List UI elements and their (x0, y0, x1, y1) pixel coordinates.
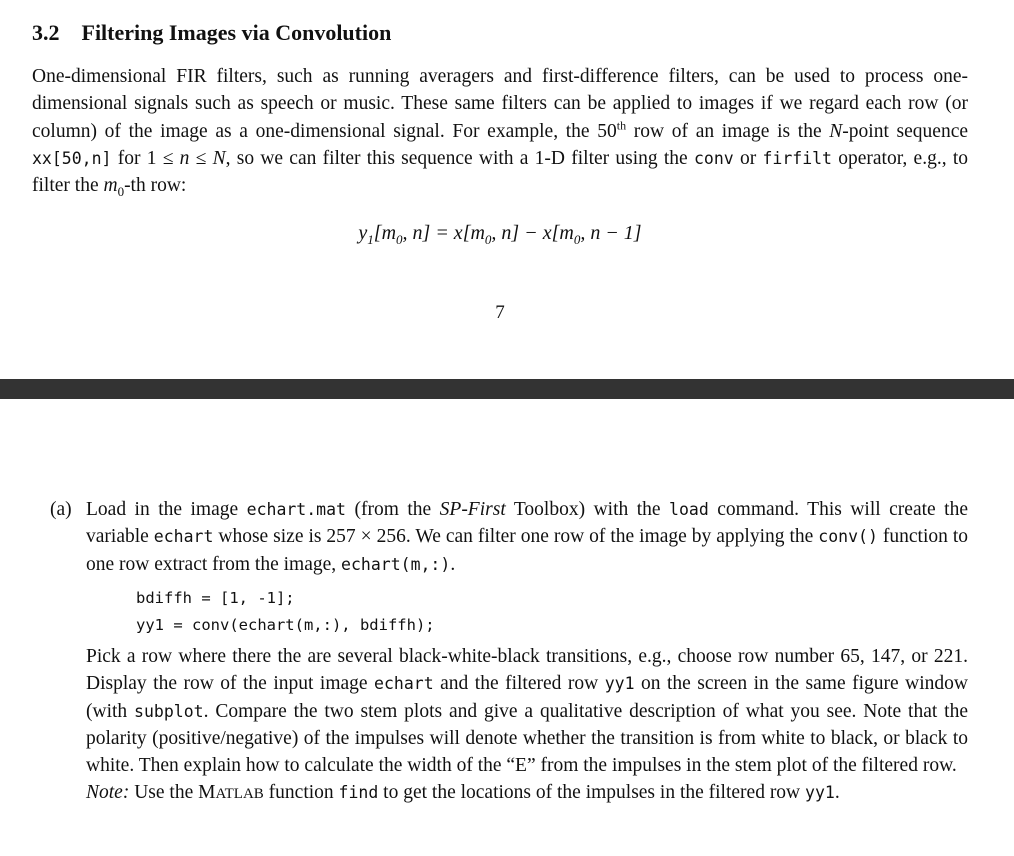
intro-paragraph (32, 63, 968, 205)
inline-code: conv() (818, 527, 878, 547)
body-text: Use the M (129, 782, 216, 804)
code-line: yy1 = conv(echart(m,:), bdiffh); (136, 616, 435, 634)
eq-part: , n] = x[m (402, 222, 485, 244)
inline-code: echart.mat (246, 500, 346, 519)
eq-part: [m (373, 222, 397, 244)
inline-code: yy1 (805, 783, 835, 803)
inline-code: echart (153, 527, 214, 547)
body-text: on the screen in the same figure window (with (86, 673, 968, 722)
body-text: whose size is 257 × 256. We can filter one row of the image by applying the (213, 526, 819, 548)
toolbox-name: SP-First (439, 499, 506, 520)
math-var: N (212, 147, 226, 169)
page-number: 7 (495, 302, 505, 323)
equation (0, 222, 1000, 248)
eq-part: y (358, 222, 368, 244)
math-var: N (829, 120, 843, 142)
body-text: command. This will create the variable (86, 499, 968, 548)
eq-sub: 1 (367, 232, 374, 247)
eq-part: , n − 1] (580, 222, 642, 244)
inline-code: xx[50,n] (32, 148, 112, 168)
instructions-paragraph (86, 643, 968, 809)
page-top (0, 0, 1014, 378)
intro-text: -point sequence (842, 120, 969, 142)
note-line (86, 779, 968, 808)
section-number: 3.2 (32, 20, 60, 45)
inline-code: subplot (134, 701, 204, 721)
part-label: (a) (50, 499, 72, 520)
body-text: . (834, 782, 840, 804)
inline-code: yy1 (604, 674, 635, 694)
page-bottom (0, 399, 1014, 856)
code-block (136, 585, 435, 639)
eq-sub: 0 (573, 232, 581, 247)
intro-text: ≤ (189, 147, 213, 169)
intro-text: row of an image is the (626, 120, 830, 142)
superscript-th: th (616, 118, 627, 133)
inline-code: load (669, 500, 709, 519)
inline-code: conv (693, 148, 734, 168)
section-title: Filtering Images via Convolution (81, 20, 392, 45)
math-var: m (103, 175, 118, 197)
inline-code: find (338, 783, 379, 803)
body-text: . Compare the two stem plots and give a qualitative description of what you see. Note that the polarity (positive/negative) of the impulses will denote whether the transition is from white to black, or black to white. Then explain how to calculate the width of the “E” from the impulses in the stem plot of the filtered row. (86, 700, 968, 777)
inline-code: firfilt (762, 148, 832, 168)
body-text: Pick a row where there the are several black-white-black transitions, e.g., choose row number 65, 147, or 221. Display the row of the input image (86, 646, 968, 695)
eq-sub: 0 (396, 232, 403, 247)
inline-code: echart(m,:) (341, 554, 451, 574)
page-break-band (0, 379, 1014, 399)
body-text: . (450, 553, 456, 575)
part-a-paragraph (86, 496, 968, 578)
math-var: n (179, 147, 190, 169)
intro-text: -th row: (124, 175, 187, 197)
code-line: bdiffh = [1, -1]; (136, 589, 295, 607)
body-text: (from the (345, 499, 440, 520)
body-text: function to one row extract from the image, (86, 526, 969, 575)
subscript: 0 (117, 184, 125, 200)
intro-text: , so we can filter this sequence with a 1-D filter using the (225, 147, 694, 169)
body-text: to get the locations of the impulses in the filtered row (378, 782, 806, 804)
body-text: function (263, 782, 339, 804)
eq-part: , n] − x[m (491, 222, 574, 244)
note-label: Note: (86, 782, 130, 804)
intro-text: One-dimensional FIR filters, such as running averagers and first-difference filters, can be used to process one-dimensional signals such as speech or music. These same filters can be applied to images if we regard each row (or column) of the image as a one-dimensional signal. For example, the 50 (32, 66, 968, 142)
small-caps-text: ATLAB (215, 786, 264, 803)
intro-text: for 1 ≤ (111, 147, 180, 169)
intro-text: or (733, 147, 763, 169)
body-text: Load in the image (86, 499, 247, 520)
eq-sub: 0 (484, 232, 492, 247)
body-text: and the filtered row (433, 673, 605, 695)
intro-text: operator, e.g., to filter the (32, 147, 968, 197)
inline-code: echart (374, 674, 434, 694)
body-text: Toolbox) with the (505, 499, 670, 520)
section-heading (32, 20, 391, 46)
